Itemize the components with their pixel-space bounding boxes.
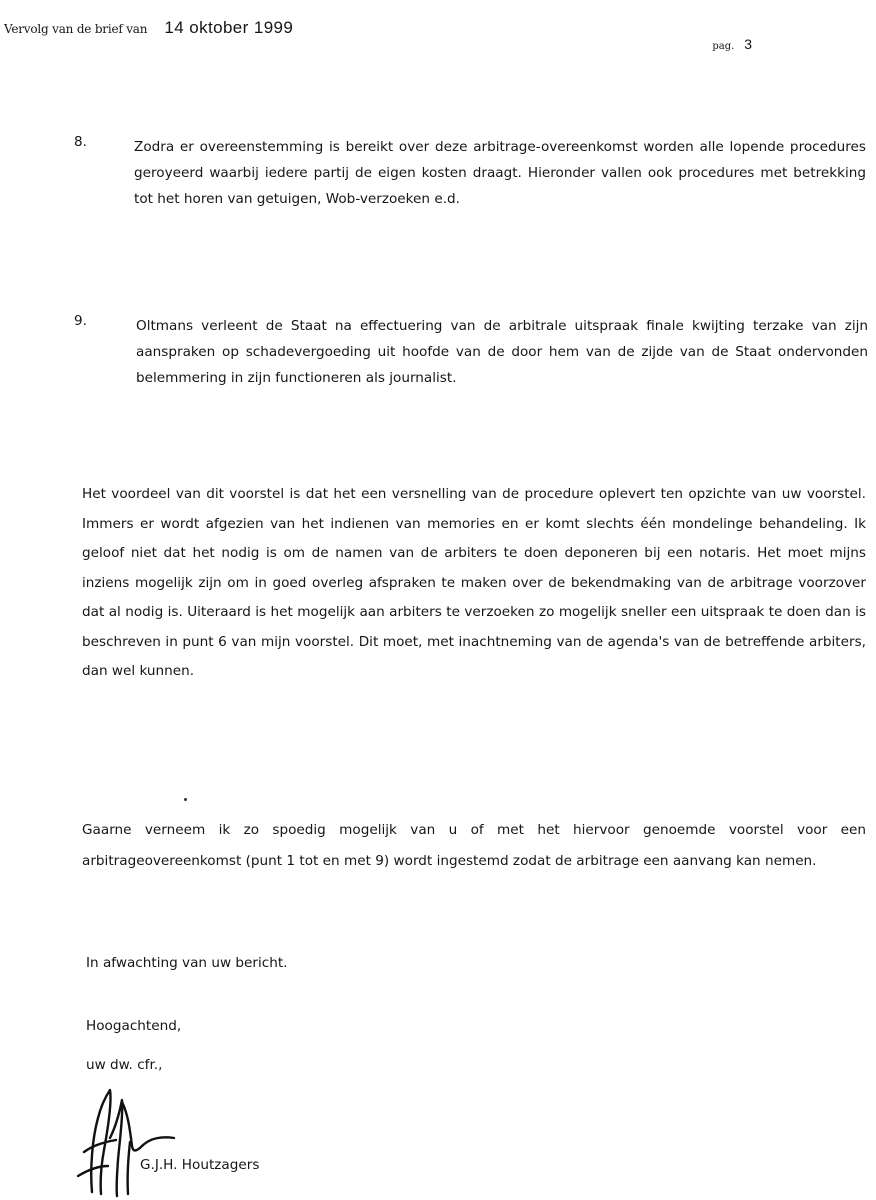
page-label: pag.: [712, 41, 735, 52]
body-paragraph-request: Gaarne verneem ik zo spoedig mogelijk van u of met het hiervoor genoemde voorstel voor een arbitrageovereenkomst (punt 1 tot en met 9) wordt ingestemd zodat de arbitrage een aanvang kan nemen.: [82, 822, 866, 869]
body-paragraph-advantages: Het voordeel van dit voorstel is dat het een versnelling van de procedure oplevert ten opzichte van uw voorstel. Immers er wordt afgezien van het indienen van memories en er komt slechts één mondelinge behandeling. Ik geloof niet dat het nodig is om de namen van de arbiters te doen deponeren bij een notaris. Het moet mijns inziens mogelijk zijn om in goed overleg afspraken te maken over de bekendmaking van de arbitrage voorzover dat al nodig is. Uiteraard is het mogelijk aan arbiters te verzoeken zo mogelijk sneller een uitspraak te doen dan is beschreven in punt 6 van mijn voorstel. Dit moet, met inachtneming van de agenda's van de betreffende arbiters, dan wel kunnen.: [82, 486, 866, 679]
list-item-number: 8.: [74, 134, 87, 150]
list-item-text: Zodra er overeenstemming is bereikt over deze arbitrage-overeenkomst worden alle lopende procedures geroyeerd waarbij iedere partij de eigen kosten draagt. Hieronder vallen ook procedures met betrekking tot het horen van getuigen, Wob-verzoeken e.d.: [134, 139, 866, 207]
signatory-name: G.J.H. Houtzagers: [140, 1157, 260, 1173]
closing-awaiting: In afwachting van uw bericht.: [86, 955, 288, 971]
letter-header: [4, 18, 293, 38]
list-item-text: Oltmans verleent de Staat na effectuering van de arbitrale uitspraak finale kwijting terzake van zijn aanspraken op schadevergoeding uit hoofde van de door hem van de zijde van de Staat ondervonden belemmering in zijn functioneren als journalist.: [136, 318, 868, 386]
list-item-number: 9.: [74, 313, 87, 329]
handwritten-signature: [70, 1080, 180, 1200]
page-number: 3: [744, 36, 752, 52]
page-indicator: [712, 36, 752, 52]
closing-greeting: Hoogachtend,: [86, 1018, 182, 1034]
header-date: 14 oktober 1999: [164, 18, 294, 37]
header-continuation-label: Vervolg van de brief van: [4, 22, 148, 36]
scan-speck: [184, 798, 187, 801]
closing-sign-off: uw dw. cfr.,: [86, 1057, 163, 1073]
